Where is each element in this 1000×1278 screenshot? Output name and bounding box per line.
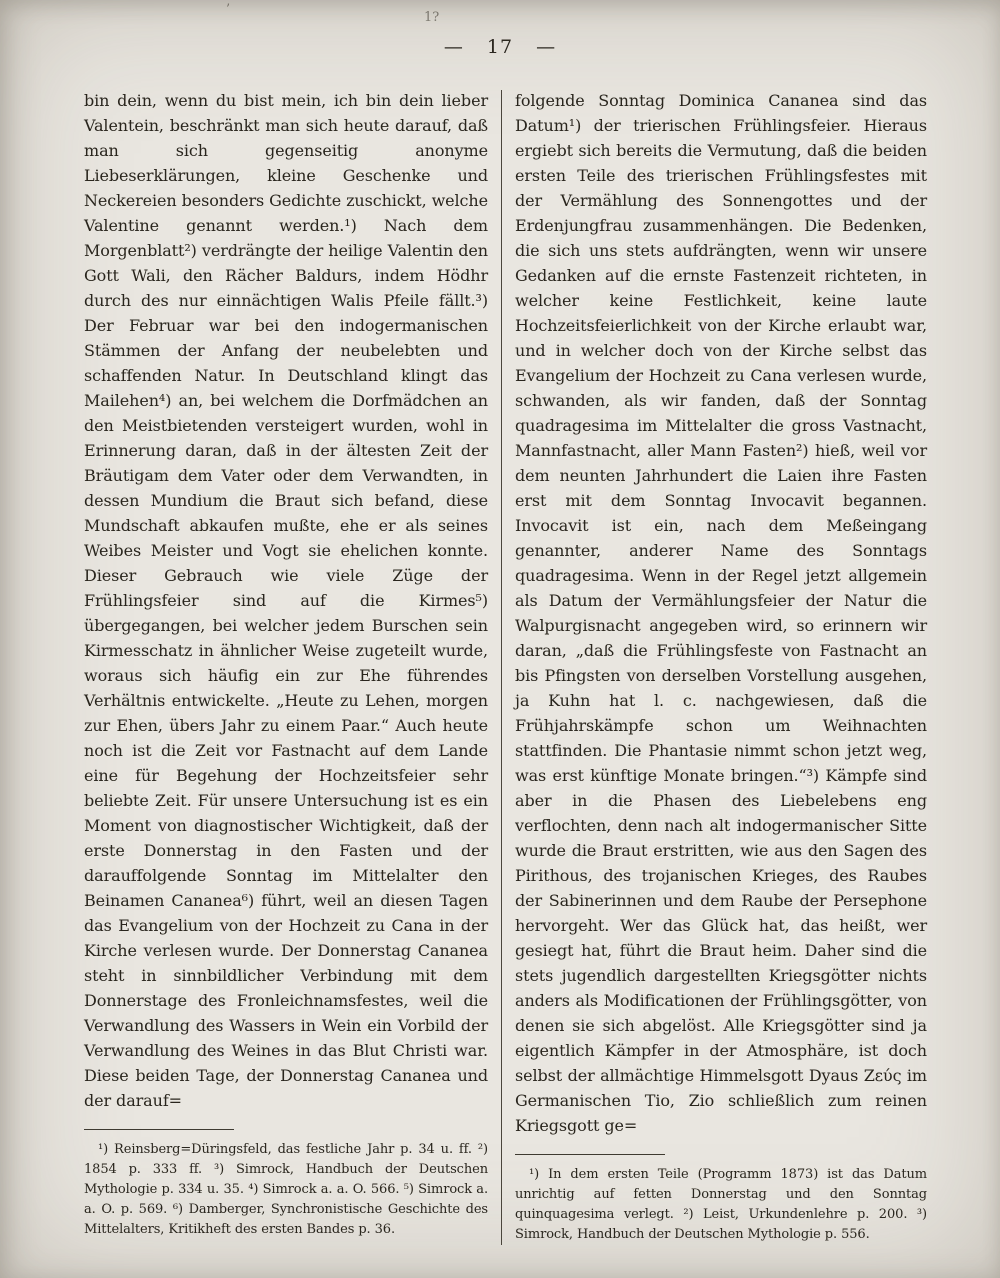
footnote: ¹) Reinsberg=Düringsfeld, das festliche Jahr p. 34 u. ff. [98, 1142, 472, 1157]
column-divider-rule [501, 90, 502, 1245]
right-column-body-text: folgende Sonntag Dominica Cananea sind das Datum¹) der trierischen Frühlingsfeier. Hieraus ergiebt sich bereits die Vermutung, daß die beiden ersten Teile des trierischen Frühlingsfestes mit der Vermählung des Sonnengottes und der Erdenjungfrau zusammenhängen. Die Bedenken, die sich uns stets aufdrängten, wenn wir unsere Gedanken auf die ernste Fastenzeit richteten, in welcher keine Festlichkeit, keine laute Hochzeitsfeierlichkeit von der Kirche erlaubt war, und in welcher doch von der Kirche selbst das Evangelium der Hochzeit zu Cana verlesen wurde, schwanden, als wir fanden, daß der Sonntag quadragesima im Mittelalter die gross Vastnacht, Mannfastnacht, aller Mann Fasten²) hieß, weil vor dem neunten Jahrhundert die Laien ihre Fasten erst mit dem Sonntag Invocavit begannen. Invocavit ist ein, nach dem Meßeingang genannter, anderer Name des Sonntags quadragesima. Wenn in der Regel jetzt allgemein als Datum der Vermählungsfeier der Natur die Walpurgisnacht angegeben wird, so erinnern wir daran, „daß die Frühlingsfeste von Fastnacht an bis Pfingsten von derselben Vorstellung ausgehen, ja Kuhn hat l. c. nachgewiesen, daß die Frühjahrskämpfe schon um Weihnachten stattfinden. Die Phantasie nimmt schon jetzt weg, was erst künftige Monate bringen.“³) Kämpfe sind aber in die Phasen des Liebelebens eng verflochten, denn nach alt indogermanischer Sitte wurde die Braut erstritten, wie aus den Sagen des Pirithous, des trojanischen Krieges, des Raubes der Sabinerinnen und dem Raube der Persephone hervorgeht. Wer das Glück hat, das heißt, wer gesiegt hat, führt die Braut heim. Daher sind die stets jugendlich dargestellten Kriegsgötter nichts anders als Modificationen der Frühlingsgötter, von denen sie sich abgelöst. Alle Kriegsgötter sind ja eigentlich Kämpfer in der Atmosphäre, ist doch selbst der allmächtige Himmelsgott Dyaus Ζεύς im Germanischen Tio, Zio schließlich zum reinen Kriegsgott ge= [515, 91, 927, 1135]
footnote-separator [515, 1154, 665, 1155]
footnote-separator [84, 1129, 234, 1130]
scan-artifact: ’ [226, 2, 231, 17]
page-number: — 17 — [443, 36, 557, 58]
footnote: ¹) In dem ersten Teile (Programm 1873) ist das Datum unrichtig auf fetten Donnerstag und den Sonntag quinquagesima verlegt. [515, 1167, 927, 1222]
footnote: ⁶) Damberger, Synchronistische Geschichte des Mittelalters, Kritikheft des ersten Bandes p. 36. [84, 1202, 488, 1237]
footnote: ³) Simrock, Handbuch der Deutschen Mythologie p. 556. [515, 1207, 927, 1242]
footnote: ⁴) Simrock a. a. O. 566. [248, 1182, 400, 1197]
right-column-footnotes [515, 1165, 927, 1245]
footnote: ²) 1854 p. 333 ff. [84, 1142, 488, 1177]
scan-artifact: 1? [424, 10, 440, 25]
right-column [515, 88, 927, 1245]
left-column-footnotes [84, 1140, 488, 1240]
left-column [84, 88, 488, 1245]
text-columns [84, 88, 927, 1245]
footnote: ⁵) Simrock a. a. O. p. 569. [84, 1182, 488, 1217]
footnote: ³) Simrock, Handbuch der Deutschen Mythologie p. 334 u. 35. [84, 1162, 488, 1197]
left-column-body-text: bin dein, wenn du bist mein, ich bin dein lieber Valentein, beschränkt man sich heute darauf, daß man sich gegenseitig anonyme Liebeserklärungen, kleine Geschenke und Neckereien besonders Gedichte zuschickt, welche Valentine genannt werden.¹) Nach dem Morgenblatt²) verdrängte der heilige Valentin den Gott Wali, den Rächer Baldurs, indem Hödhr durch des nur einnächtigen Walis Pfeile fällt.³) Der Februar war bei den indogermanischen Stämmen der Anfang der neubelebten und schaffenden Natur. In Deutschland klingt das Mailehen⁴) an, bei welchem die Dorfmädchen an den Meistbietenden versteigert wurden, wohl in Erinnerung daran, daß in der ältesten Zeit der Bräutigam dem Vater oder dem Verwandten, in dessen Mundium die Braut sich befand, diese Mundschaft abkaufen mußte, ehe er als seines Weibes Meister und Vogt sie ehelichen konnte. Dieser Gebrauch wie viele Züge der Frühlingsfeier sind auf die Kirmes⁵) übergegangen, bei welcher jedem Burschen sein Kirmesschatz in ähnlicher Weise zugeteilt wurde, woraus sich häufig ein zur Ehe führendes Verhältnis entwickelte. „Heute zu Lehen, morgen zur Ehen, übers Jahr zu einem Paar.“ Auch heute noch ist die Zeit vor Fastnacht auf dem Lande eine für Begehung der Hochzeitsfeier sehr beliebte Zeit. Für unsere Untersuchung ist es ein Moment von diagnostischer Wichtigkeit, daß der erste Donnerstag in den Fasten und der darauffolgende Sonntag im Mittelalter den Beinamen Cananea⁶) führt, weil an diesen Tagen das Evangelium von der Hochzeit zu Cana in der Kirche verlesen wurde. Der Donnerstag Cananea steht in sinnbildlicher Verbindung mit dem Donnerstage des Fronleichnamsfestes, weil die Verwandlung des Wassers in Wein ein Vorbild der Verwandlung des Weines in das Blut Christi war. Diese beiden Tage, der Donnerstag Cananea und der darauf= [84, 91, 488, 1110]
footnote: ²) Leist, Urkundenlehre p. 200. [683, 1207, 908, 1222]
